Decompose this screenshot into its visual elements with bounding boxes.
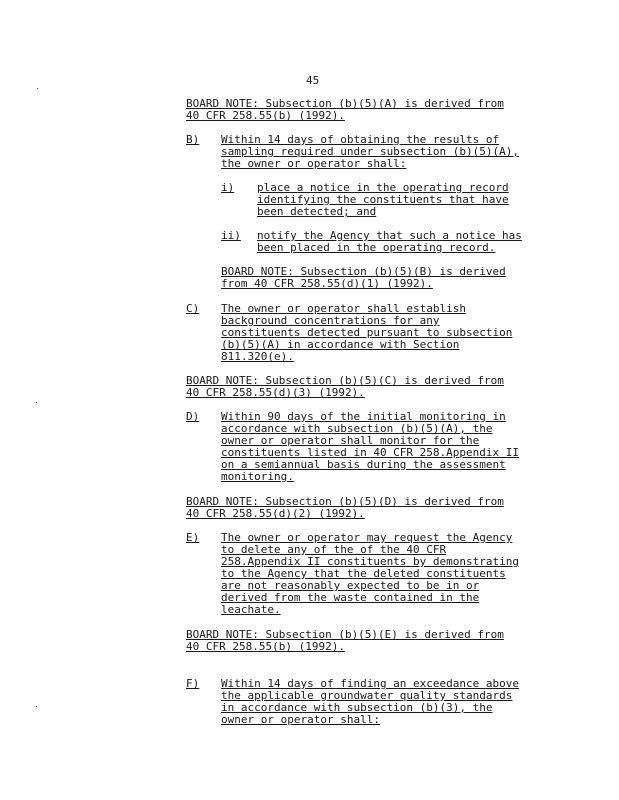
item-b-label: B) [186, 133, 200, 146]
item-d-text [221, 411, 519, 483]
text-line: constituents detected pursuant to subsection [221, 326, 513, 339]
item-e-label: E) [186, 531, 200, 544]
board-note-e [186, 629, 504, 653]
text-line: monitoring. [221, 470, 294, 483]
text-line: derived from the waste contained in the [221, 591, 480, 604]
note-line: 40 CFR 258.55(d)(2) (1992). [186, 507, 365, 520]
text-line: (b)(5)(A) in accordance with Section [221, 338, 460, 351]
text-line: Within 14 days of obtaining the results of [221, 133, 500, 146]
text-line: Within 14 days of finding an exceedance above [221, 677, 520, 690]
text-line: identifying the constituents that have [257, 193, 509, 206]
text-line: the owner or operator shall: [221, 157, 407, 170]
text-line: owner or operator shall: [221, 713, 380, 726]
item-e-text [221, 532, 519, 616]
text-line: The owner or operator may request the Agency [221, 531, 513, 544]
note-line: from 40 CFR 258.55(d)(1) (1992). [221, 277, 433, 290]
text-line: accordance with subsection (b)(5)(A), the [221, 422, 493, 435]
item-d-label: D) [186, 410, 200, 423]
item-c-text [221, 303, 512, 363]
text-line: the applicable groundwater quality standards [221, 689, 513, 702]
text-line: are not reasonably expected to be in or [221, 579, 480, 592]
board-note-c [186, 375, 504, 399]
scan-speck [36, 706, 37, 707]
text-line: place a notice in the operating record [257, 181, 509, 194]
board-note-a [186, 98, 504, 122]
note-line: BOARD NOTE: Subsection (b)(5)(B) is derived [221, 265, 506, 278]
item-b-ii-text [257, 230, 522, 254]
item-b-i-label: i) [221, 181, 235, 194]
board-note-b [221, 266, 506, 290]
text-line: to delete any of the of the 40 CFR [221, 543, 447, 556]
text-line: 258.Appendix II constituents by demonstrating [221, 555, 520, 568]
item-f-label: F) [186, 677, 200, 690]
note-line: BOARD NOTE: Subsection (b)(5)(E) is derived from [186, 628, 504, 641]
text-line: on a semiannual basis during the assessment [221, 458, 506, 471]
text-line: in accordance with subsection (b)(3), the [221, 701, 493, 714]
note-line: BOARD NOTE: Subsection (b)(5)(A) is derived from [186, 97, 504, 110]
note-line: 40 CFR 258.55(d)(3) (1992). [186, 386, 365, 399]
text-line: sampling required under subsection (b)(5)(A), [221, 145, 520, 158]
item-b-ii-label: ii) [221, 229, 241, 242]
text-line: leachate. [221, 603, 281, 616]
note-line: BOARD NOTE: Subsection (b)(5)(C) is derived from [186, 374, 504, 387]
item-c-label: C) [186, 302, 200, 315]
note-line: 40 CFR 258.55(b) (1992). [186, 109, 345, 122]
item-b-text [221, 134, 519, 170]
note-line: 40 CFR 258.55(b) (1992). [186, 640, 345, 653]
item-b-i-text [257, 182, 509, 218]
text-line: notify the Agency that such a notice has [257, 229, 522, 242]
item-f-text [221, 678, 519, 726]
text-line: to the Agency that the deleted constituents [221, 567, 506, 580]
text-line: background concentrations for any [221, 314, 440, 327]
note-line: BOARD NOTE: Subsection (b)(5)(D) is derived from [186, 495, 504, 508]
board-note-d [186, 496, 504, 520]
text-line: The owner or operator shall establish [221, 302, 467, 315]
page-number: 45 [306, 74, 320, 87]
text-line: been detected; and [257, 205, 377, 218]
text-line: been placed in the operating record. [257, 241, 496, 254]
text-line: owner or operator shall monitor for the [221, 434, 480, 447]
text-line: Within 90 days of the initial monitoring in [221, 410, 506, 423]
scan-speck [36, 402, 37, 403]
text-line: 811.320(e). [221, 350, 294, 363]
text-line: constituents listed in 40 CFR 258.Appendix II [221, 446, 520, 459]
scan-speck [37, 88, 38, 89]
